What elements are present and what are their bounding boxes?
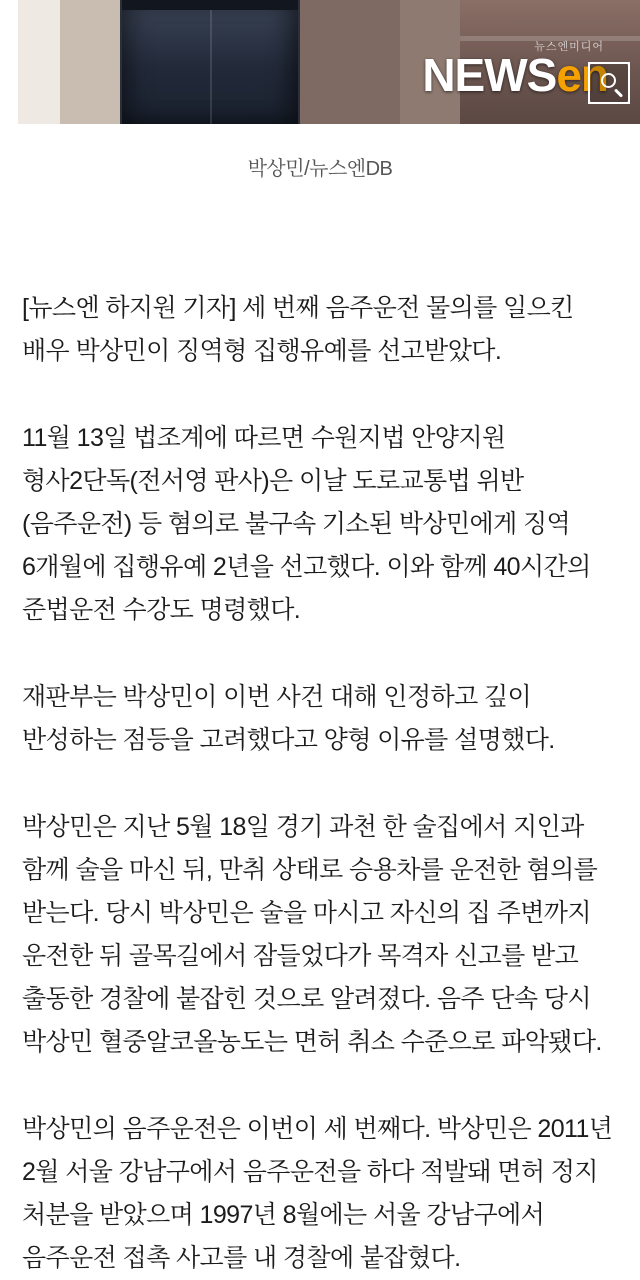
watermark-sub-label: 뉴스엔미디어 (534, 41, 604, 53)
magnifier-corner-top-left (588, 62, 599, 73)
photo-caption: 박상민/뉴스엔DB (247, 158, 393, 180)
article-body (0, 181, 640, 1280)
watermark-logo-accent: en (556, 49, 608, 101)
watermark-logo (422, 49, 608, 101)
article-paragraph: [뉴스엔 하지원 기자] 세 번째 음주운전 물의를 일으킨 배우 박상민이 징역형 집행유예를 선고받았다. (22, 294, 574, 365)
article-paragraph: 재판부는 박상민이 이번 사건 대해 인정하고 깊이 반성하는 점등을 고려했다고 양형 이유를 설명했다. (22, 683, 555, 754)
photo-subject (122, 0, 298, 124)
watermark-logo-main: NEWS (422, 49, 557, 101)
magnifier-corner-top-right (619, 62, 630, 73)
magnifier-icon[interactable] (588, 62, 630, 104)
article-paragraph: 박상민의 음주운전은 이번이 세 번째다. 박상민은 2011년 2월 서울 강남구에서 음주운전을 하다 적발돼 면허 정지 처분을 받았으며 1997년 8월에는 서울 강남구에서 음주운전 접촉 사고를 내 경찰에 붙잡혔다. (22, 1115, 613, 1272)
article-paragraph: 11월 13일 법조계에 따르면 수원지법 안양지원 형사2단독(전서영 판사)은 이날 도로교통법 위반(음주운전) 등 혐의로 불구속 기소된 박상민에게 징역 6개월에 집행유예 2년을 선고했다. 이와 함께 40시간의 준법운전 수강도 명령했다. (22, 424, 591, 624)
photo-left-margin (0, 0, 18, 124)
article-paragraph: 박상민은 지난 5월 18일 경기 과천 한 술집에서 지인과 함께 술을 마신 뒤, 만취 상태로 승용차를 운전한 혐의를 받는다. 당시 박상민은 술을 마시고 자신의 집 주변까지 운전한 뒤 골목길에서 잠들었다가 목격자 신고를 받고 출동한 경찰에 붙잡힌 것으로 알려졌다. 음주 단속 당시 박상민 혈중알코올농도는 면허 취소 수준으로 파악됐다. (22, 813, 602, 1056)
article-photo (0, 0, 640, 124)
photo-subject-belt (122, 0, 298, 10)
magnifier-lens (601, 73, 616, 88)
magnifier-corner-bottom-left (588, 93, 599, 104)
